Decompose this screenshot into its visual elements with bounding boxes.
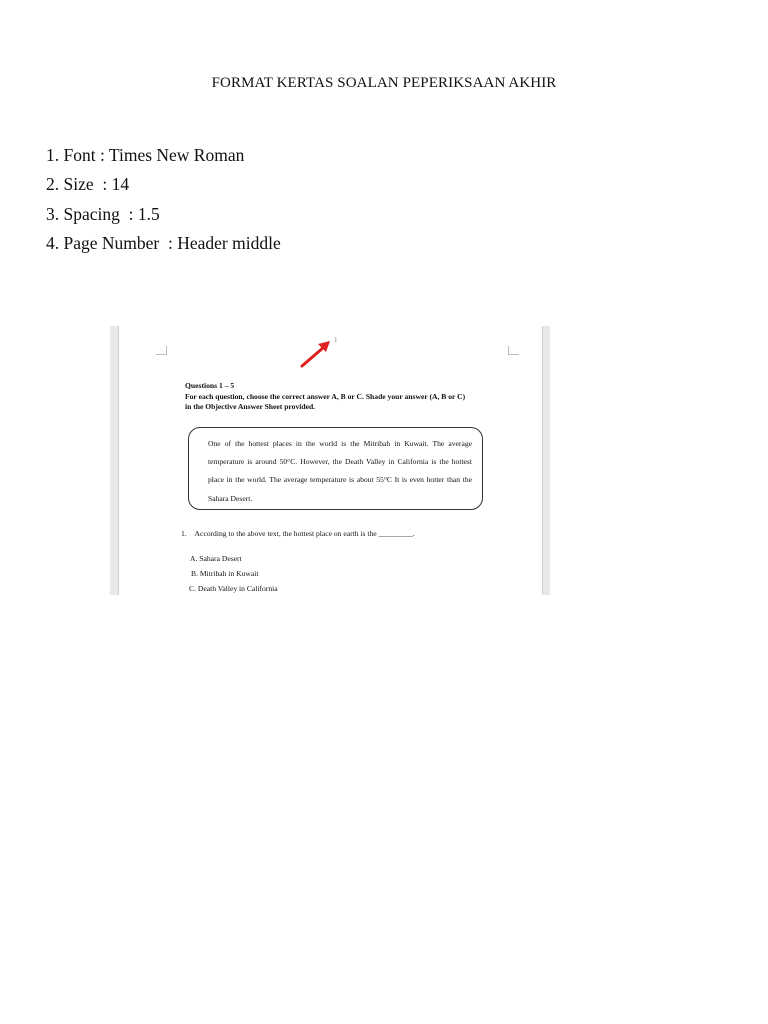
sample-page xyxy=(118,326,543,595)
questions-range: Questions 1 – 5 xyxy=(185,381,235,390)
question-text: According to the above text, the hottest place on earth is the _________. xyxy=(194,529,415,538)
question-number: 1. xyxy=(181,529,187,538)
format-item-size: 2. Size : 14 xyxy=(46,174,130,195)
header-page-number: 1 xyxy=(334,336,338,344)
document-title: FORMAT KERTAS SOALAN PEPERIKSAAN AKHIR xyxy=(211,75,557,91)
format-item-page-number: 4. Page Number : Header middle xyxy=(46,232,281,253)
question-1 xyxy=(181,529,415,538)
instruction-line-1: For each question, choose the correct answer A, B or C. Shade your answer (A, B or C) xyxy=(185,391,466,401)
format-list xyxy=(46,141,281,258)
instruction-line-2: in the Objective Answer Sheet provided. xyxy=(185,402,316,412)
red-arrow-icon xyxy=(299,339,333,369)
passage-box xyxy=(188,427,483,510)
questions-heading xyxy=(185,381,465,413)
option-a: A. Sahara Desert xyxy=(190,554,242,563)
sample-page-screenshot xyxy=(110,326,550,595)
option-b: B. Mitribah in Kuwait xyxy=(191,568,259,578)
format-item-spacing: 3. Spacing : 1.5 xyxy=(46,203,160,224)
answer-options xyxy=(189,552,278,595)
option-c: C. Death Valley in California xyxy=(189,583,278,593)
passage-text: One of the hottest places in the world is the Mitribah in Kuwait. The average temperature is around 50°C. However, the Death Valley in California is the hottest place in the world. The average temperature is about 55°C It is even hotter than the Sahara Desert. xyxy=(208,439,472,503)
margin-corner-top-left xyxy=(156,346,167,355)
format-item-font: 1. Font : Times New Roman xyxy=(46,145,245,165)
margin-corner-top-right xyxy=(508,346,519,355)
